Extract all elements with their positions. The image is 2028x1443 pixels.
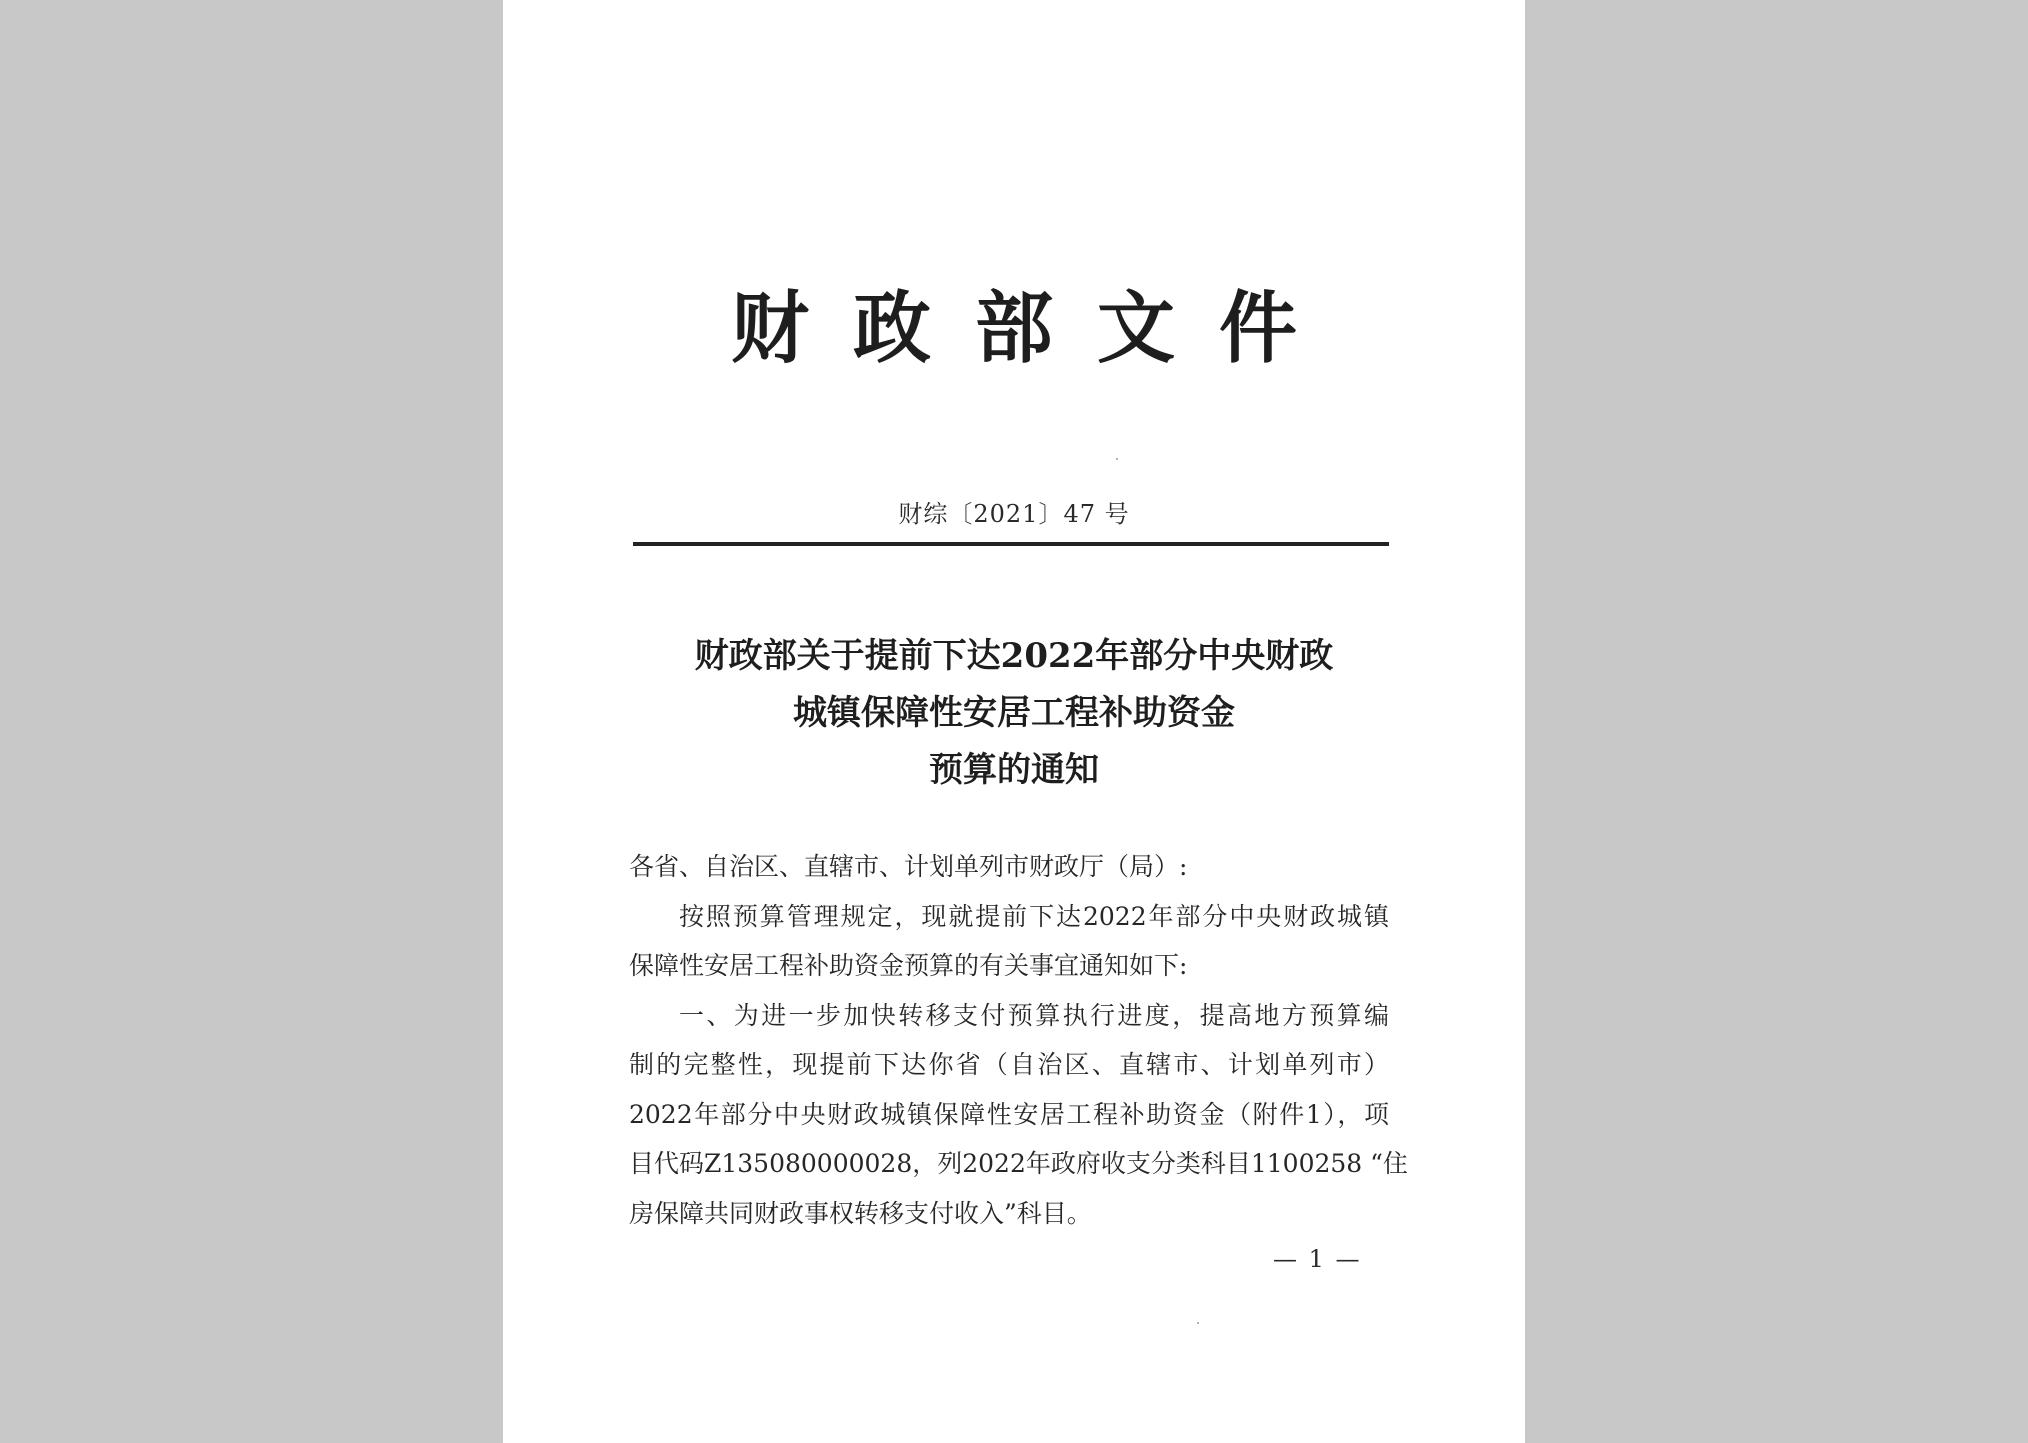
scan-speck: [1116, 458, 1118, 460]
body-line: 按照预算管理规定，现就提前下达2022年部分中央财政城镇: [679, 901, 1389, 931]
document-number: 财综〔2021〕47 号: [898, 500, 1130, 528]
notice-title: [503, 628, 1525, 799]
body-line: 目代码Z135080000028，列2022年政府收支分类科目1100258 “住: [629, 1149, 1408, 1178]
scan-speck: [1197, 1322, 1199, 1324]
document-header-title: 财政部文件: [730, 283, 1341, 374]
body-line: 制的完整性，现提前下达你省（自治区、直辖市、计划单列市）: [629, 1050, 1389, 1079]
notice-title-line: 财政部关于提前下达2022年部分中央财政: [694, 636, 1334, 676]
notice-body: [629, 842, 1408, 1238]
header-divider: [633, 542, 1389, 546]
body-line: 2022年部分中央财政城镇保障性安居工程补助资金（附件1），项: [629, 1099, 1389, 1129]
body-line: 一、为进一步加快转移支付预算执行进度，提高地方预算编: [679, 1000, 1389, 1030]
notice-title-line: 预算的通知: [929, 750, 1099, 790]
notice-title-line: 城镇保障性安居工程补助资金: [793, 693, 1235, 733]
page-number: — 1 —: [1273, 1245, 1362, 1273]
body-line: 房保障共同财政事权转移支付收入”科目。: [629, 1198, 1092, 1228]
document-page: [503, 0, 1525, 1443]
body-line: 保障性安居工程补助资金预算的有关事宜通知如下:: [629, 951, 1188, 980]
addressee-line: 各省、自治区、直辖市、计划单列市财政厅（局）:: [629, 852, 1188, 881]
